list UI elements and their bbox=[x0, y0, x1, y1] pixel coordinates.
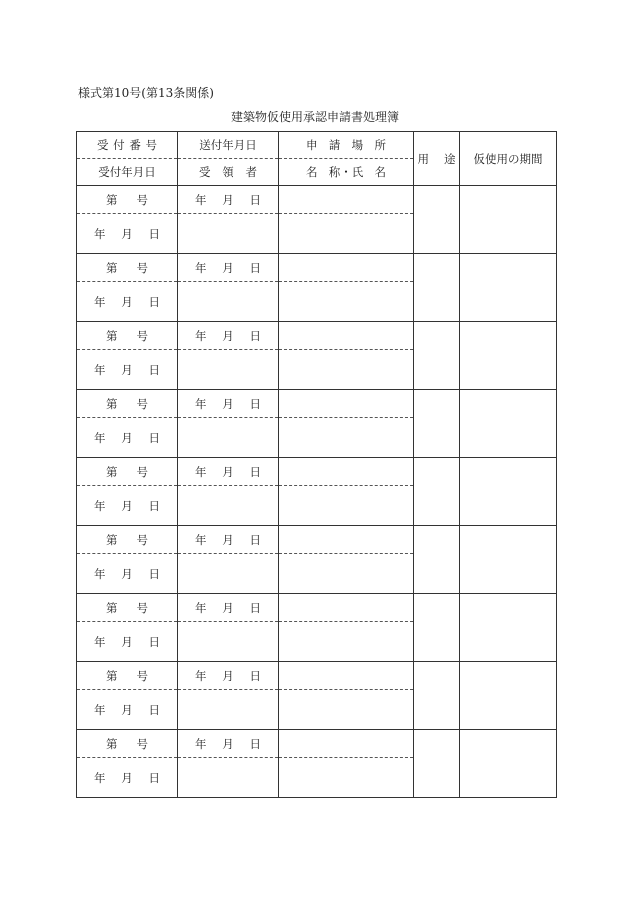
register-entries bbox=[77, 186, 557, 798]
uketsuke-bango-cell[interactable]: 第 号 bbox=[77, 458, 178, 486]
form-number-label: 様式第10号(第13条関係) bbox=[78, 86, 214, 100]
header-shinsei-basho: 申 請 場 所 bbox=[279, 132, 414, 159]
entry-row-top bbox=[77, 458, 557, 486]
shinsei-basho-cell[interactable] bbox=[279, 730, 414, 758]
meisho-shimei-cell[interactable] bbox=[279, 554, 414, 594]
entry-row-top bbox=[77, 594, 557, 622]
kari-kikan-cell[interactable] bbox=[460, 254, 557, 322]
entry-row-top bbox=[77, 322, 557, 350]
uketsuke-bango-cell[interactable]: 第 号 bbox=[77, 322, 178, 350]
header-uketsuke-date: 受付年月日 bbox=[77, 159, 178, 186]
uketsuke-date-cell[interactable]: 年 月 日 bbox=[77, 622, 178, 662]
kari-kikan-cell[interactable] bbox=[460, 730, 557, 798]
header-yoto: 用 途 bbox=[414, 132, 460, 186]
uketsuke-bango-cell[interactable]: 第 号 bbox=[77, 662, 178, 690]
header-kari-kikan: 仮使用の期間 bbox=[460, 132, 557, 186]
soufu-date-cell[interactable]: 年 月 日 bbox=[178, 730, 279, 758]
meisho-shimei-cell[interactable] bbox=[279, 282, 414, 322]
meisho-shimei-cell[interactable] bbox=[279, 758, 414, 798]
meisho-shimei-cell[interactable] bbox=[279, 214, 414, 254]
soufu-date-cell[interactable]: 年 月 日 bbox=[178, 322, 279, 350]
soufu-date-cell[interactable]: 年 月 日 bbox=[178, 526, 279, 554]
yoto-cell[interactable] bbox=[414, 526, 460, 594]
shinsei-basho-cell[interactable] bbox=[279, 322, 414, 350]
uketsuke-date-cell[interactable]: 年 月 日 bbox=[77, 418, 178, 458]
entry-row-top bbox=[77, 186, 557, 214]
uketsuke-bango-cell[interactable]: 第 号 bbox=[77, 594, 178, 622]
entry-row-top bbox=[77, 730, 557, 758]
header-juryo-sha: 受 領 者 bbox=[178, 159, 279, 186]
shinsei-basho-cell[interactable] bbox=[279, 458, 414, 486]
soufu-date-cell[interactable]: 年 月 日 bbox=[178, 390, 279, 418]
yoto-cell[interactable] bbox=[414, 662, 460, 730]
uketsuke-date-cell[interactable]: 年 月 日 bbox=[77, 758, 178, 798]
kari-kikan-cell[interactable] bbox=[460, 186, 557, 254]
entry-row-top bbox=[77, 390, 557, 418]
shinsei-basho-cell[interactable] bbox=[279, 526, 414, 554]
header-meisho-shimei: 名 称・氏 名 bbox=[279, 159, 414, 186]
uketsuke-bango-cell[interactable]: 第 号 bbox=[77, 186, 178, 214]
kari-kikan-cell[interactable] bbox=[460, 322, 557, 390]
uketsuke-bango-cell[interactable]: 第 号 bbox=[77, 526, 178, 554]
meisho-shimei-cell[interactable] bbox=[279, 622, 414, 662]
juryo-sha-cell[interactable] bbox=[178, 418, 279, 458]
kari-kikan-cell[interactable] bbox=[460, 526, 557, 594]
uketsuke-bango-cell[interactable]: 第 号 bbox=[77, 390, 178, 418]
juryo-sha-cell[interactable] bbox=[178, 282, 279, 322]
juryo-sha-cell[interactable] bbox=[178, 690, 279, 730]
meisho-shimei-cell[interactable] bbox=[279, 690, 414, 730]
uketsuke-date-cell[interactable]: 年 月 日 bbox=[77, 554, 178, 594]
juryo-sha-cell[interactable] bbox=[178, 486, 279, 526]
entry-row-top bbox=[77, 526, 557, 554]
kari-kikan-cell[interactable] bbox=[460, 458, 557, 526]
document-title: 建築物仮使用承認申請書処理簿 bbox=[230, 110, 399, 124]
header-uketsuke-bango: 受 付 番 号 bbox=[77, 132, 178, 159]
shinsei-basho-cell[interactable] bbox=[279, 254, 414, 282]
entry-row-top bbox=[77, 254, 557, 282]
yoto-cell[interactable] bbox=[414, 730, 460, 798]
yoto-cell[interactable] bbox=[414, 458, 460, 526]
yoto-cell[interactable] bbox=[414, 254, 460, 322]
shinsei-basho-cell[interactable] bbox=[279, 662, 414, 690]
yoto-cell[interactable] bbox=[414, 390, 460, 458]
soufu-date-cell[interactable]: 年 月 日 bbox=[178, 662, 279, 690]
yoto-cell[interactable] bbox=[414, 322, 460, 390]
meisho-shimei-cell[interactable] bbox=[279, 350, 414, 390]
uketsuke-bango-cell[interactable]: 第 号 bbox=[77, 730, 178, 758]
uketsuke-date-cell[interactable]: 年 月 日 bbox=[77, 350, 178, 390]
uketsuke-date-cell[interactable]: 年 月 日 bbox=[77, 282, 178, 322]
shinsei-basho-cell[interactable] bbox=[279, 390, 414, 418]
uketsuke-date-cell[interactable]: 年 月 日 bbox=[77, 214, 178, 254]
register-table bbox=[76, 131, 557, 798]
kari-kikan-cell[interactable] bbox=[460, 594, 557, 662]
yoto-cell[interactable] bbox=[414, 186, 460, 254]
soufu-date-cell[interactable]: 年 月 日 bbox=[178, 594, 279, 622]
soufu-date-cell[interactable]: 年 月 日 bbox=[178, 186, 279, 214]
uketsuke-bango-cell[interactable]: 第 号 bbox=[77, 254, 178, 282]
kari-kikan-cell[interactable] bbox=[460, 662, 557, 730]
entry-row-top bbox=[77, 662, 557, 690]
juryo-sha-cell[interactable] bbox=[178, 554, 279, 594]
kari-kikan-cell[interactable] bbox=[460, 390, 557, 458]
meisho-shimei-cell[interactable] bbox=[279, 486, 414, 526]
uketsuke-date-cell[interactable]: 年 月 日 bbox=[77, 690, 178, 730]
soufu-date-cell[interactable]: 年 月 日 bbox=[178, 254, 279, 282]
shinsei-basho-cell[interactable] bbox=[279, 594, 414, 622]
meisho-shimei-cell[interactable] bbox=[279, 418, 414, 458]
soufu-date-cell[interactable]: 年 月 日 bbox=[178, 458, 279, 486]
yoto-cell[interactable] bbox=[414, 594, 460, 662]
juryo-sha-cell[interactable] bbox=[178, 622, 279, 662]
header-row-top bbox=[77, 132, 557, 159]
juryo-sha-cell[interactable] bbox=[178, 758, 279, 798]
juryo-sha-cell[interactable] bbox=[178, 350, 279, 390]
shinsei-basho-cell[interactable] bbox=[279, 186, 414, 214]
header-soufu-date: 送付年月日 bbox=[178, 132, 279, 159]
juryo-sha-cell[interactable] bbox=[178, 214, 279, 254]
uketsuke-date-cell[interactable]: 年 月 日 bbox=[77, 486, 178, 526]
